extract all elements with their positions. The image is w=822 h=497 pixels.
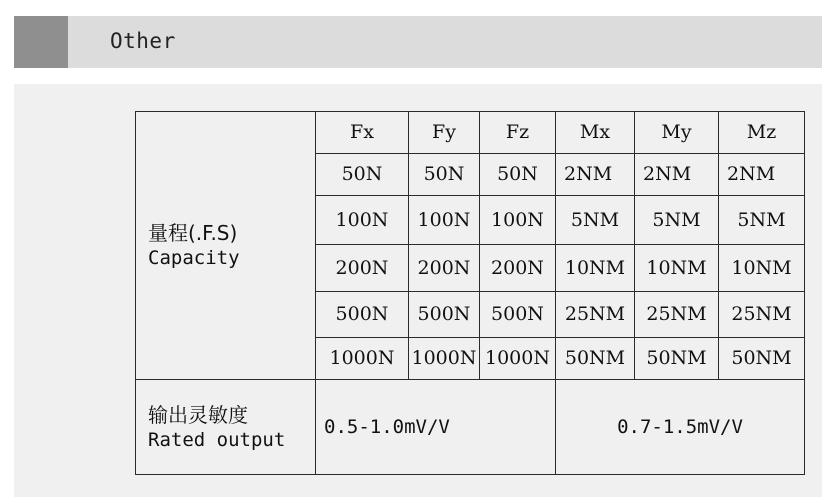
capacity-cell: 1000N	[409, 338, 480, 380]
capacity-label-cn: 量程(.F.S)	[148, 221, 238, 245]
capacity-label-en: Capacity	[148, 247, 240, 269]
axis-header: My	[635, 112, 719, 154]
axis-header: Mx	[556, 112, 635, 154]
axis-header: Fx	[316, 112, 409, 154]
section-header	[14, 16, 822, 68]
capacity-cell: 25NM	[719, 292, 805, 338]
capacity-cell: 2NM	[635, 154, 719, 196]
capacity-cell: 200N	[409, 245, 480, 292]
capacity-cell: 10NM	[556, 245, 635, 292]
header-accent-block	[14, 16, 68, 68]
capacity-cell: 500N	[409, 292, 480, 338]
output-moment-cell: 0.7-1.5mV/V	[556, 380, 805, 475]
section-title: Other	[110, 29, 176, 53]
capacity-cell: 1000N	[316, 338, 409, 380]
capacity-cell: 500N	[480, 292, 556, 338]
axis-header: Fy	[409, 112, 480, 154]
table-row-output	[136, 380, 805, 475]
capacity-cell: 5NM	[635, 196, 719, 245]
capacity-cell: 50NM	[719, 338, 805, 380]
capacity-cell: 5NM	[556, 196, 635, 245]
capacity-cell: 25NM	[635, 292, 719, 338]
capacity-cell: 100N	[480, 196, 556, 245]
output-label-cn: 输出灵敏度	[148, 402, 248, 427]
output-force-cell: 0.5-1.0mV/V	[316, 380, 556, 475]
output-label-en: Rated output	[148, 428, 286, 451]
capacity-cell: 100N	[316, 196, 409, 245]
capacity-cell: 1000N	[480, 338, 556, 380]
capacity-cell: 10NM	[719, 245, 805, 292]
capacity-cell: 500N	[316, 292, 409, 338]
capacity-cell: 50N	[480, 154, 556, 196]
output-label-cell	[136, 380, 316, 475]
capacity-cell: 50NM	[635, 338, 719, 380]
capacity-cell: 50N	[316, 154, 409, 196]
axis-header: Mz	[719, 112, 805, 154]
table-row-axes	[136, 112, 805, 154]
capacity-label-cell	[136, 112, 316, 380]
spec-table	[135, 111, 805, 475]
capacity-cell: 200N	[316, 245, 409, 292]
axis-header: Fz	[480, 112, 556, 154]
capacity-cell: 100N	[409, 196, 480, 245]
capacity-cell: 50N	[409, 154, 480, 196]
capacity-cell: 2NM	[556, 154, 635, 196]
capacity-cell: 50NM	[556, 338, 635, 380]
capacity-cell: 2NM	[719, 154, 805, 196]
capacity-cell: 5NM	[719, 196, 805, 245]
capacity-cell: 10NM	[635, 245, 719, 292]
capacity-cell: 200N	[480, 245, 556, 292]
capacity-cell: 25NM	[556, 292, 635, 338]
